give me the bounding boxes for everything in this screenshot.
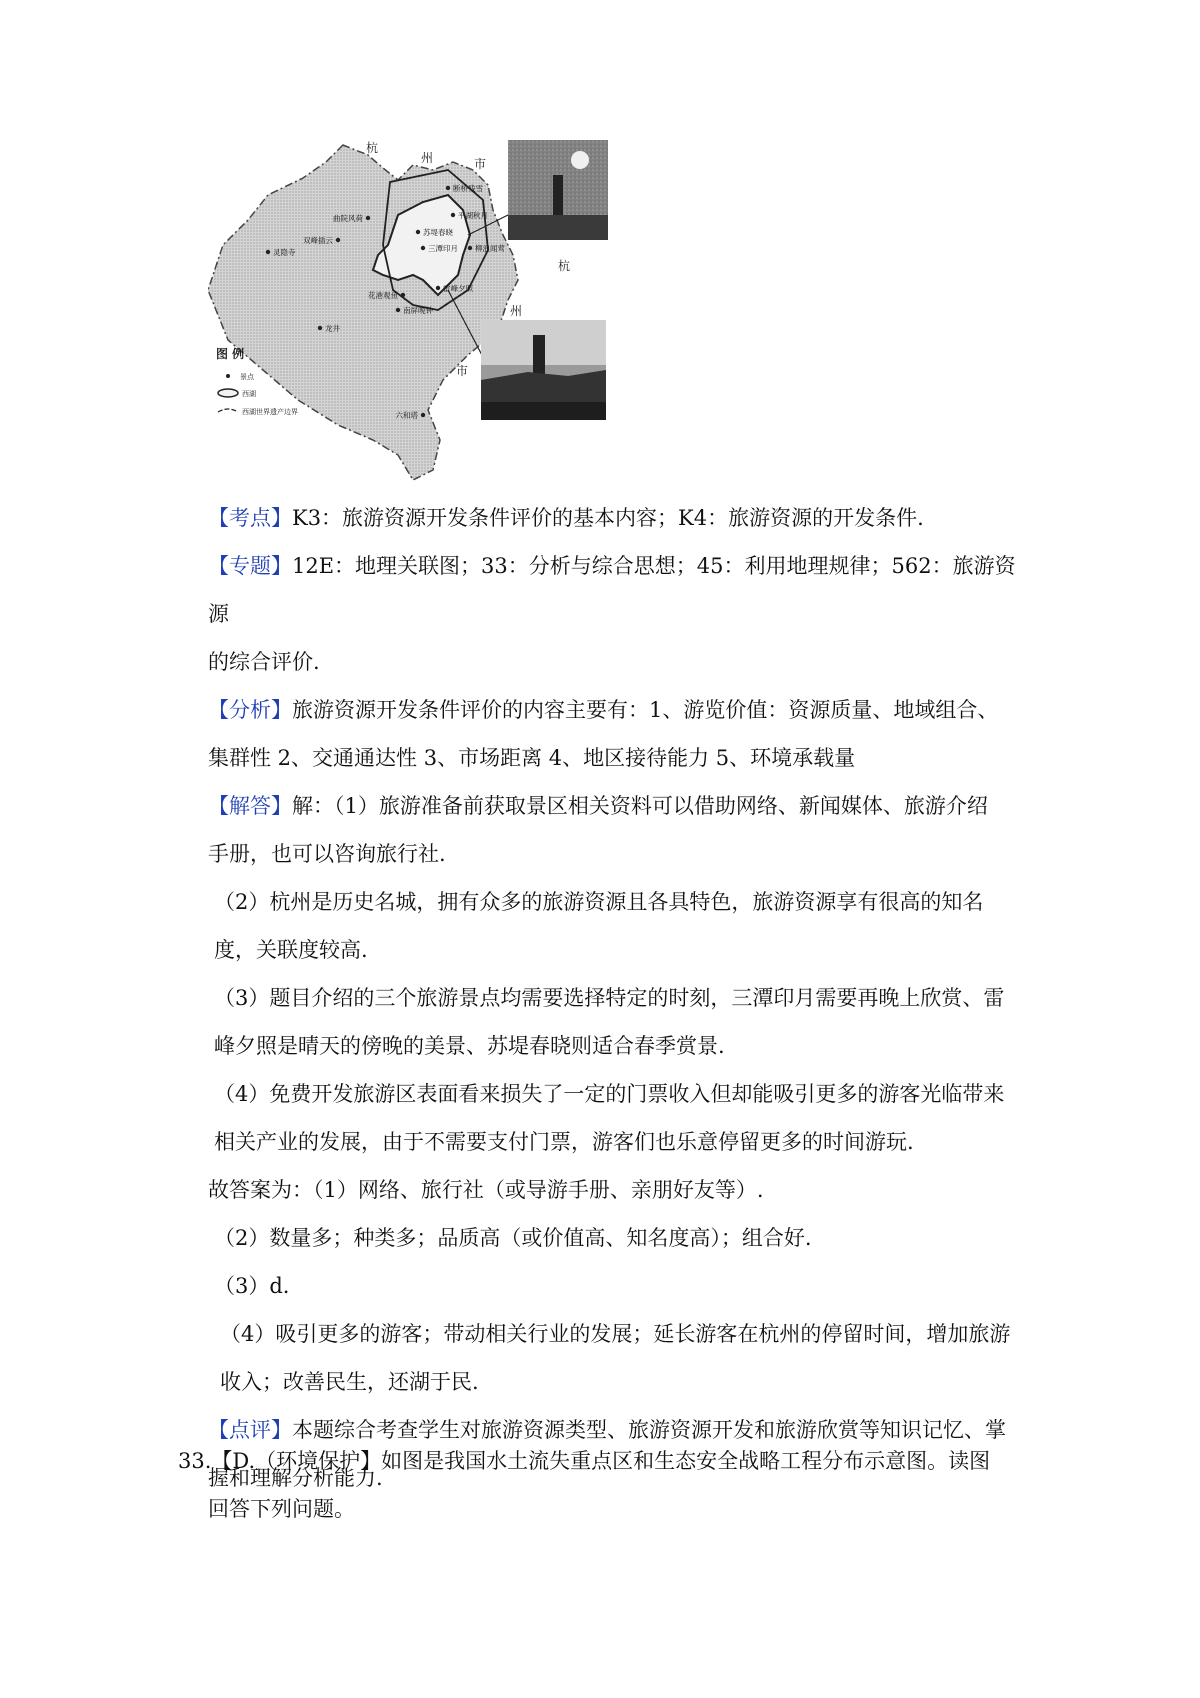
answer-3-paragraph xyxy=(208,974,1028,1070)
spot-label: 三潭印月 xyxy=(428,244,458,253)
legend-title: 图 例 xyxy=(216,347,245,361)
answer-text: 相关产业的发展，由于不需要支付门票，游客们也乐意停留更多的时间游玩. xyxy=(214,1130,914,1154)
legend-item: 西湖 xyxy=(242,390,256,398)
city-label: 州 xyxy=(510,304,523,318)
answer-text: 峰夕照是晴天的傍晚的美景、苏堤春晓则适合春季赏景. xyxy=(214,1034,725,1058)
city-label: 市 xyxy=(474,157,487,171)
spot-dot xyxy=(318,326,322,330)
question-33 xyxy=(178,1437,1028,1533)
final-answer-4 xyxy=(208,1310,1028,1406)
spot-label: 南屏晚钟 xyxy=(403,306,433,315)
answer-text: 收入；改善民生，还湖于民. xyxy=(220,1370,479,1394)
dianping-tag: 【点评】 xyxy=(208,1418,292,1442)
jieda-text: 手册，也可以咨询旅行社. xyxy=(208,842,446,866)
map-region xyxy=(208,145,518,480)
photo-three-pools-moon xyxy=(508,140,608,240)
spot-label: 断桥残雪 xyxy=(453,184,483,193)
legend-item: 景点 xyxy=(240,373,254,381)
kaodian-paragraph xyxy=(208,494,1028,542)
answer-2-paragraph xyxy=(208,878,1028,974)
zhuanti-text: 12E：地理关联图；33：分析与综合思想；45：利用地理规律；562：旅游资源 xyxy=(208,554,1016,626)
fenxi-paragraph xyxy=(208,686,1028,782)
city-label: 杭 xyxy=(558,259,571,273)
spot-label: 花港观鱼 xyxy=(368,291,398,300)
spot-label: 苏堤春晓 xyxy=(423,228,453,237)
question-text: 【D.（环境保护】如图是我国水土流失重点区和生态安全战略工程分布示意图。读图 xyxy=(211,1449,991,1473)
fenxi-text: 旅游资源开发条件评价的内容主要有：1、游览价值：资源质量、地域组合、 xyxy=(292,698,999,722)
question-number: 33. xyxy=(178,1449,212,1473)
spot-dot xyxy=(401,293,405,297)
spot-dot xyxy=(451,213,455,217)
zhuanti-text: 的综合评价. xyxy=(208,650,320,674)
jieda-text: 解：（1）旅游准备前获取景区相关资料可以借助网络、新闻媒体、旅游介绍 xyxy=(292,794,988,818)
final-answer-intro: 故答案为：（1）网络、旅行社（或导游手册、亲朋好友等）. xyxy=(208,1178,764,1202)
question-text: 回答下列问题。 xyxy=(208,1497,355,1521)
spot-dot xyxy=(421,413,425,417)
fenxi-text: 集群性 2、交通通达性 3、市场距离 4、地区接待能力 5、环境承载量 xyxy=(208,746,856,770)
spot-dot xyxy=(266,250,270,254)
spot-label: 柳浪闻莺 xyxy=(475,244,505,253)
spot-dot xyxy=(421,246,425,250)
zhuanti-tag: 【专题】 xyxy=(208,554,292,578)
spot-dot xyxy=(416,230,420,234)
city-label: 市 xyxy=(456,364,469,378)
spot-label: 平湖秋月 xyxy=(458,211,488,220)
spot-dot xyxy=(396,308,400,312)
answer-content xyxy=(208,494,1028,1502)
zhuanti-paragraph xyxy=(208,542,1028,686)
spot-label: 雷峰夕照 xyxy=(443,284,473,293)
answer-4-paragraph xyxy=(208,1070,1028,1166)
spot-dot xyxy=(366,216,370,220)
spot-dot xyxy=(468,246,472,250)
jieda-tag: 【解答】 xyxy=(208,794,292,818)
kaodian-text: K3：旅游资源开发条件评价的基本内容；K4：旅游资源的开发条件. xyxy=(292,506,924,530)
spot-dot xyxy=(336,238,340,242)
kaodian-tag: 【考点】 xyxy=(208,506,292,530)
city-label: 州 xyxy=(421,151,434,165)
spot-dot xyxy=(436,286,440,290)
answer-text: 度，关联度较高. xyxy=(214,938,368,962)
fenxi-tag: 【分析】 xyxy=(208,698,292,722)
dianping-text: 握和理解分析能力. xyxy=(208,1466,383,1490)
jieda-paragraph xyxy=(208,782,1028,878)
final-answer-2: （2）数量多；种类多；品质高（或价值高、知名度高）；组合好. xyxy=(214,1226,812,1250)
city-label: 杭 xyxy=(366,141,379,155)
answer-text: （4）吸引更多的游客；带动相关行业的发展；延长游客在杭州的停留时间，增加旅游 xyxy=(220,1322,1011,1346)
spot-label: 龙井 xyxy=(325,324,340,333)
spot-label: 曲院风荷 xyxy=(333,214,363,223)
spot-label: 双峰插云 xyxy=(303,236,333,245)
answer-text: （2）杭州是历史名城，拥有众多的旅游资源且各具特色，旅游资源享有很高的知名 xyxy=(214,890,984,914)
hangzhou-west-lake-map xyxy=(208,140,658,495)
spot-dot xyxy=(446,186,450,190)
answer-text: （4）免费开发旅游区表面看来损失了一定的门票收入但却能吸引更多的游客光临带来 xyxy=(214,1082,1005,1106)
spot-label: 灵隐寺 xyxy=(273,248,296,257)
photo-leifeng-pagoda xyxy=(481,320,606,420)
legend-item: 西湖世界遗产边界 xyxy=(242,408,298,416)
spot-label: 六和塔 xyxy=(395,411,418,420)
answer-text: （3）题目介绍的三个旅游景点均需要选择特定的时刻，三潭印月需要再晚上欣赏、雷 xyxy=(214,986,1005,1010)
final-answer-3: （3）d. xyxy=(214,1274,290,1298)
dianping-text: 本题综合考查学生对旅游资源类型、旅游资源开发和旅游欣赏等知识记忆、掌 xyxy=(292,1418,1006,1442)
